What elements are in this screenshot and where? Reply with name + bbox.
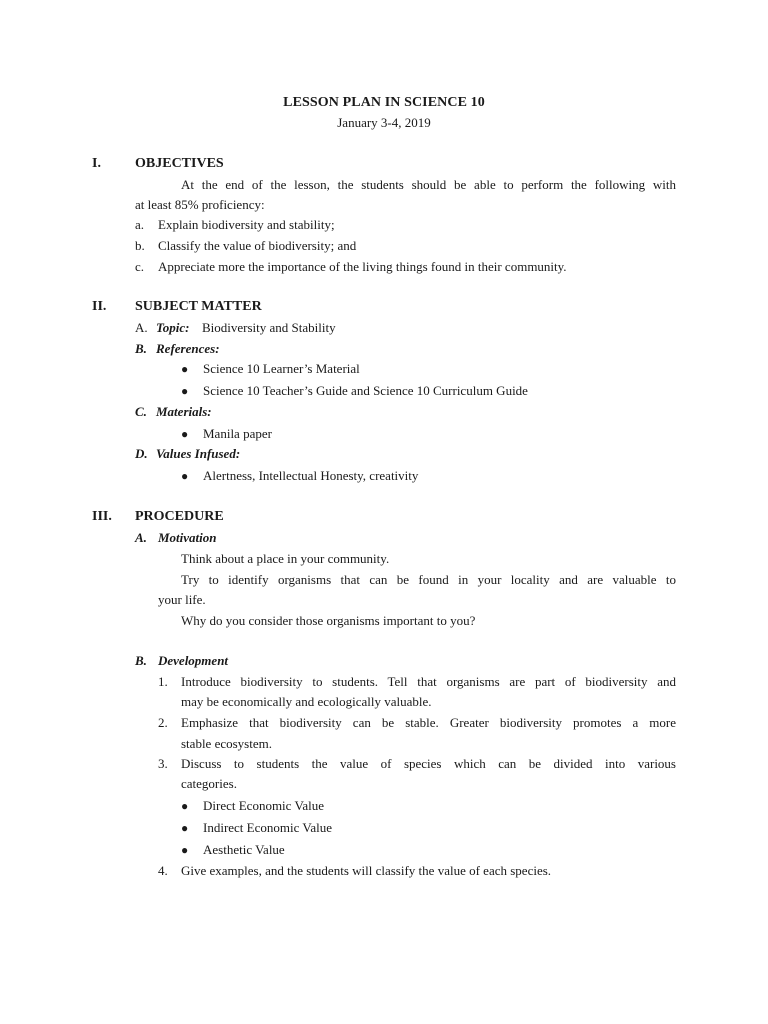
objective-item: Explain biodiversity and stability; (158, 217, 335, 232)
value-item: Alertness, Intellectual Honesty, creativity (203, 468, 419, 483)
development-step: Give examples, and the students will classify the value of each species. (181, 863, 552, 878)
topic-value: Biodiversity and Stability (202, 320, 336, 335)
material-item: Manila paper (203, 426, 272, 441)
development-step: may be economically and ecologically valuable. (181, 694, 432, 709)
objective-marker: c. (135, 259, 145, 274)
section-numeral-procedure: III. (92, 509, 112, 524)
development-step: Emphasize that biodiversity can be stable. Greater biodiversity promotes a more (181, 715, 676, 730)
objective-item: Classify the value of biodiversity; and (158, 238, 357, 253)
development-step-marker: 4. (158, 863, 168, 878)
development-step: Discuss to students the value of species which can be divided into various (181, 756, 676, 771)
section-heading-procedure: PROCEDURE (135, 509, 224, 524)
development-step: categories. (181, 776, 237, 791)
materials-marker: C. (135, 404, 147, 419)
bullet-icon: ● (181, 362, 189, 376)
topic-label: Topic: (156, 320, 190, 335)
document-title: LESSON PLAN IN SCIENCE 10 (283, 95, 485, 110)
bullet-icon: ● (181, 384, 189, 398)
topic-marker: A. (135, 320, 148, 335)
bullet-icon: ● (181, 799, 189, 813)
section-numeral-objectives: I. (92, 156, 101, 171)
motivation-label: Motivation (158, 530, 217, 545)
section-numeral-subject-matter: II. (92, 299, 107, 314)
bullet-icon: ● (181, 843, 189, 857)
objectives-intro-line1: At the end of the lesson, the students should be able to perform the following with (181, 177, 676, 192)
development-step-marker: 3. (158, 756, 168, 771)
development-step: stable ecosystem. (181, 736, 272, 751)
motivation-marker: A. (135, 530, 147, 545)
development-step-marker: 1. (158, 674, 168, 689)
references-marker: B. (135, 341, 147, 356)
motivation-line: Why do you consider those organisms important to you? (181, 613, 476, 628)
objectives-intro-line2: at least 85% proficiency: (135, 197, 265, 212)
development-marker: B. (135, 653, 147, 668)
objective-item: Appreciate more the importance of the living things found in their community. (158, 259, 567, 274)
development-step-marker: 2. (158, 715, 168, 730)
motivation-line: Try to identify organisms that can be found in your locality and are valuable to (181, 572, 676, 587)
section-heading-subject-matter: SUBJECT MATTER (135, 299, 262, 314)
section-heading-objectives: OBJECTIVES (135, 156, 224, 171)
development-label: Development (158, 653, 229, 668)
reference-item: Science 10 Teacher’s Guide and Science 10 Curriculum Guide (203, 383, 528, 398)
references-label: References: (156, 341, 220, 356)
value-category: Indirect Economic Value (203, 820, 332, 835)
values-marker: D. (135, 446, 148, 461)
motivation-line: your life. (158, 592, 206, 607)
motivation-line: Think about a place in your community. (181, 551, 390, 566)
values-label: Values Infused: (156, 446, 241, 461)
development-step: Introduce biodiversity to students. Tell that organisms are part of biodiversity and (181, 674, 676, 689)
objective-marker: a. (135, 217, 145, 232)
bullet-icon: ● (181, 427, 189, 441)
value-category: Direct Economic Value (203, 798, 325, 813)
bullet-icon: ● (181, 821, 189, 835)
reference-item: Science 10 Learner’s Material (203, 361, 360, 376)
bullet-icon: ● (181, 469, 189, 483)
value-category: Aesthetic Value (203, 842, 285, 857)
document-date: January 3-4, 2019 (337, 115, 431, 130)
materials-label: Materials: (156, 404, 212, 419)
objective-marker: b. (135, 238, 145, 253)
